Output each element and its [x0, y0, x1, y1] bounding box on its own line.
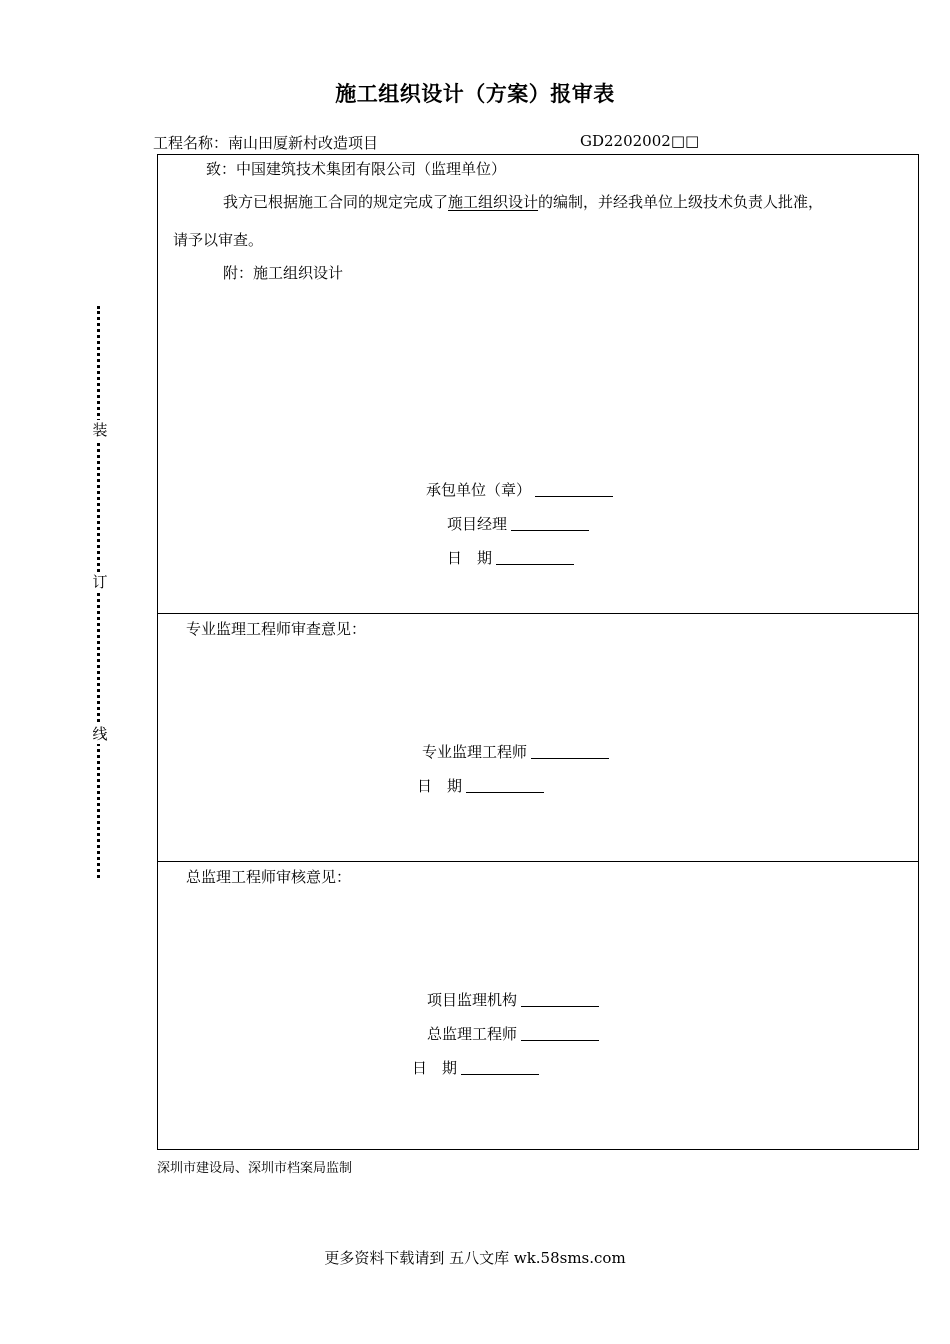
sign-manager-blank — [511, 516, 589, 531]
sign-date-3 — [412, 1057, 539, 1078]
sign-date-3-label: 日 期 — [412, 1059, 458, 1077]
attachment-line: 附：施工组织设计 — [223, 264, 344, 282]
sign-date-1 — [447, 547, 574, 568]
section-divider-2 — [158, 861, 918, 862]
body-prefix: 我方已根据施工合同的规定完成了 — [223, 193, 449, 211]
sign-contractor-label: 承包单位（章） — [426, 481, 532, 499]
request-body-line1 — [223, 191, 823, 212]
engineer-review-heading: 专业监理工程师审查意见： — [186, 620, 367, 638]
sign-chief-label: 总监理工程师 — [427, 1025, 518, 1043]
binding-char-xian: 线 — [90, 724, 110, 744]
sign-chief — [427, 1023, 599, 1044]
body-underlined: 施工组织设计 — [448, 193, 539, 211]
sign-org-blank — [521, 992, 599, 1007]
form-code: GD2202002□□ — [580, 132, 700, 150]
sign-chief-blank — [521, 1026, 599, 1041]
request-body-line2: 请予以审查。 — [173, 231, 264, 249]
binding-char-ding: 订 — [90, 572, 110, 592]
binding-char-zhuang: 装 — [90, 420, 110, 440]
sign-engineer-blank — [531, 744, 609, 759]
sign-manager — [447, 513, 589, 534]
project-name: 工程名称：南山田厦新村改造项目 — [153, 134, 379, 152]
sign-date-2-blank — [466, 778, 544, 793]
sign-org — [427, 989, 599, 1010]
sign-date-1-blank — [496, 550, 574, 565]
sign-date-2 — [417, 775, 544, 796]
body-suffix: 的编制，并经我单位上级技术负责人批准， — [538, 193, 824, 211]
sign-manager-label: 项目经理 — [447, 515, 508, 533]
sign-contractor-blank — [535, 482, 613, 497]
issuer-note: 深圳市建设局、深圳市档案局监制 — [157, 1161, 353, 1176]
binding-dotted-line — [97, 306, 100, 878]
sign-date-1-label: 日 期 — [447, 549, 493, 567]
chief-review-heading: 总监理工程师审核意见： — [186, 868, 352, 886]
sign-engineer-label: 专业监理工程师 — [422, 743, 528, 761]
sign-contractor — [426, 479, 613, 500]
sign-org-label: 项目监理机构 — [427, 991, 518, 1009]
download-note: 更多资料下载请到 五八文库 wk.58sms.com — [324, 1249, 626, 1267]
sign-date-3-blank — [461, 1060, 539, 1075]
page-title: 施工组织设计（方案）报审表 — [335, 82, 615, 106]
sign-engineer — [422, 741, 609, 762]
addressee: 致：中国建筑技术集团有限公司（监理单位） — [206, 160, 507, 178]
section-divider-1 — [158, 613, 918, 614]
sign-date-2-label: 日 期 — [417, 777, 463, 795]
